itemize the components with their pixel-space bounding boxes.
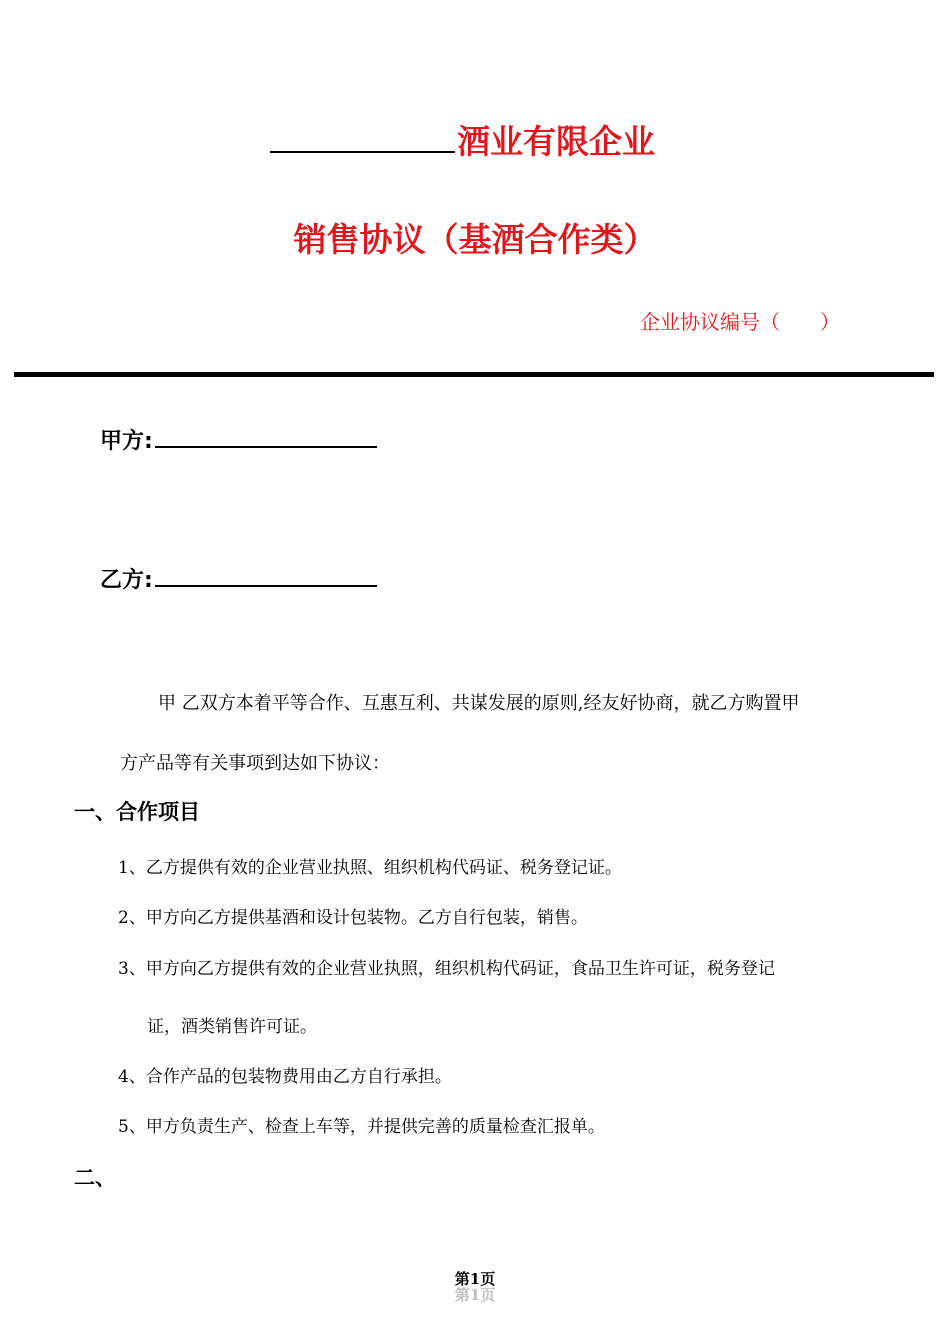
party-b-label: 乙方:: [100, 568, 153, 593]
section-1-item: 3、甲方向乙方提供有效的企业营业执照，组织机构代码证，食品卫生许可证，税务登记: [118, 959, 775, 979]
section-1-item: 5、甲方负责生产、检查上车等，并提供完善的质量检查汇报单。: [118, 1117, 605, 1137]
section-2-heading: 二、: [74, 1166, 116, 1190]
section-1-item: 1、乙方提供有效的企业营业执照、组织机构代码证、税务登记证。: [118, 858, 622, 878]
section-1-item-continuation: 证，酒类销售许可证。: [147, 1017, 317, 1037]
intro-line-2: 方产品等有关事项到达如下协议：: [120, 753, 390, 774]
agreement-title: 销售协议（基酒合作类）: [293, 220, 657, 259]
page-number-shadow: 第1页: [454, 1286, 496, 1304]
section-1-heading: 一、合作项目: [74, 800, 200, 824]
header-divider: [14, 372, 934, 377]
company-name-suffix: 酒业有限企业: [457, 122, 655, 161]
party-a-label: 甲方:: [100, 429, 153, 454]
section-1-item: 4、合作产品的包装物费用由乙方自行承担。: [118, 1067, 452, 1087]
party-b-blank: [155, 563, 377, 587]
intro-line-1: 甲 乙双方本着平等合作、互惠互利、共谋发展的原则,经友好协商，就乙方购置甲: [158, 693, 800, 714]
contract-number-label: 企业协议编号（ ）: [640, 310, 840, 334]
party-a-blank: [155, 424, 377, 448]
section-1-item: 2、甲方向乙方提供基酒和设计包装物。乙方自行包装，销售。: [118, 908, 588, 928]
party-a-line: [100, 424, 377, 455]
company-name-blank: [270, 117, 455, 153]
company-title: [270, 116, 655, 163]
party-b-line: [100, 563, 377, 594]
page-number: 第1页: [454, 1270, 496, 1288]
